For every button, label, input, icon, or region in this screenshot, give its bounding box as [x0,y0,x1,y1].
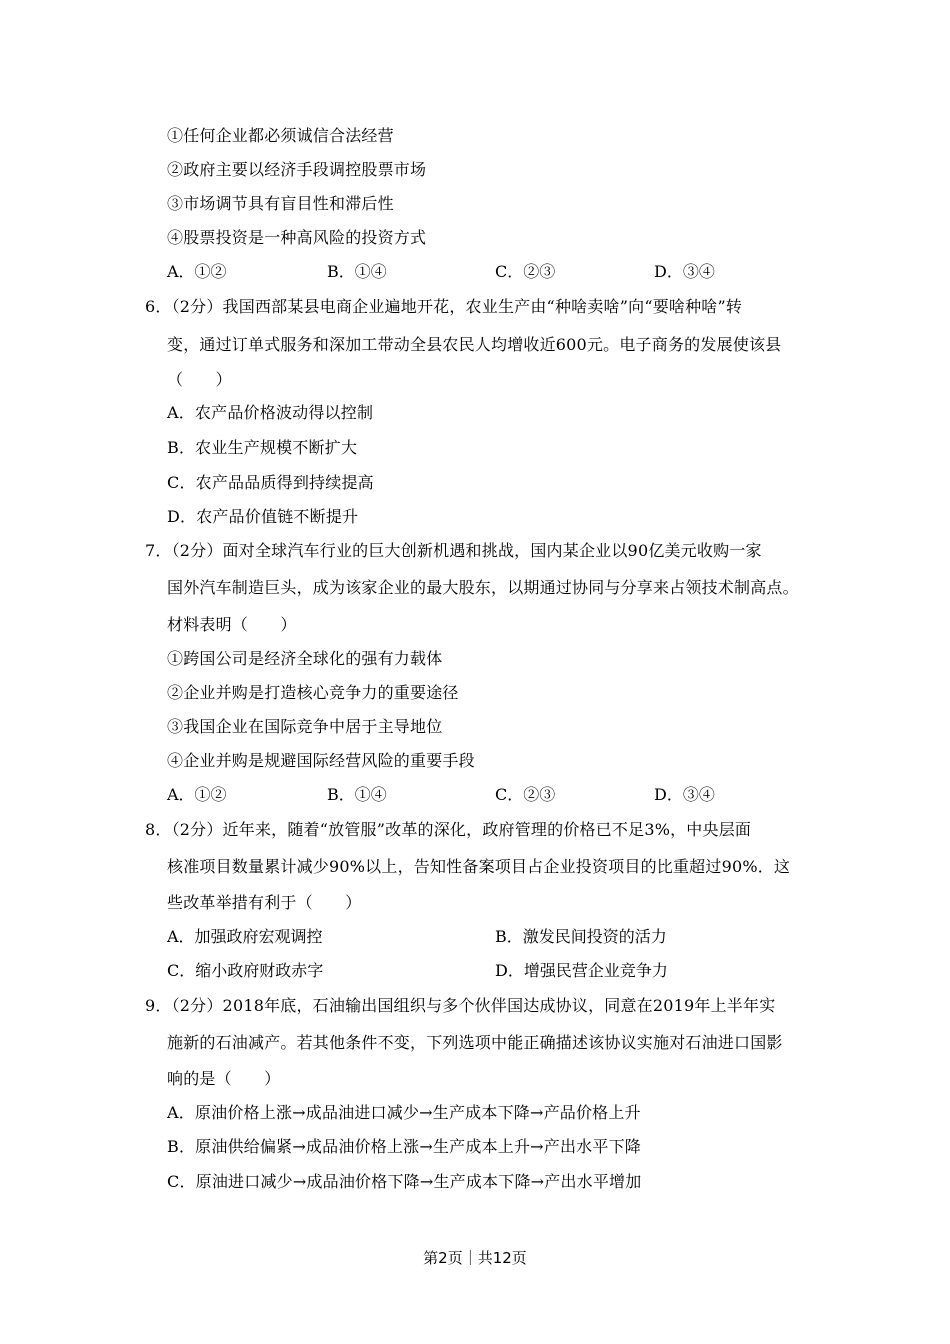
q6-option-b: B．农业生产规模不断扩大 [167,438,358,457]
q5-option-b: B．①④ [327,262,387,281]
q5-option-a: A．①② [167,262,227,281]
q6-option-a: A．农产品价格波动得以控制 [167,403,374,422]
q7-statement-2: ②企业并购是打造核心竞争力的重要途径 [167,683,459,702]
q5-statement-3: ③市场调节具有盲目性和滞后性 [167,194,394,213]
q7-statement-3: ③我国企业在国际竞争中居于主导地位 [167,717,443,736]
q6-stem-line-2: 变，通过订单式服务和深加工带动全县农民人均增收近600元。电子商务的发展使该县 [167,335,782,354]
q7-option-c: C．②③ [495,785,556,804]
page-number-footer: 第2页｜共12页 [423,1249,527,1267]
q8-option-b: B．激发民间投资的活力 [495,927,667,946]
q6-stem-line-1: 6．（2分）我国西部某县电商企业遍地开花，农业生产由“种啥卖啥”向“要啥种啥”转 [145,297,743,316]
q9-stem-line-2: 施新的石油减产。若其他条件不变，下列选项中能正确描述该协议实施对石油进口国影 [167,1033,783,1052]
q6-option-d: D．农产品价值链不断提升 [167,507,359,526]
q7-stem-line-1: 7．（2分）面对全球汽车行业的巨大创新机遇和挑战，国内某企业以90亿美元收购一家 [145,541,762,560]
q6-option-c: C．农产品品质得到持续提高 [167,473,374,492]
q8-option-c: C．缩小政府财政赤字 [167,961,324,980]
q6-stem-line-3: （ ） [167,370,232,389]
q5-option-d: D．③④ [654,262,715,281]
q8-stem-line-2: 核准项目数量累计减少90%以上，告知性备案项目占企业投资项目的比重超过90%．这 [167,857,791,876]
q9-option-a: A．原油价格上涨→成品油进口减少→生产成本下降→产品价格上升 [167,1103,641,1122]
q8-option-a: A．加强政府宏观调控 [167,927,323,946]
q9-stem-line-3: 响的是（ ） [167,1069,281,1088]
q9-stem-line-1: 9．（2分）2018年底，石油输出国组织与多个伙伴国达成协议，同意在2019年上半年实 [145,996,776,1015]
q5-statement-2: ②政府主要以经济手段调控股票市场 [167,160,427,179]
q7-statement-1: ①跨国公司是经济全球化的强有力载体 [167,649,443,668]
q7-option-a: A．①② [167,785,227,804]
q7-stem-line-3: 材料表明（ ） [167,615,297,634]
q8-stem-line-3: 些改革举措有利于（ ） [167,893,362,912]
q7-option-b: B．①④ [327,785,387,804]
q7-option-d: D．③④ [654,785,715,804]
q9-option-b: B．原油供给偏紧→成品油价格上涨→生产成本上升→产出水平下降 [167,1137,641,1156]
q9-option-c: C．原油进口减少→成品油价格下降→生产成本下降→产出水平增加 [167,1172,642,1191]
q8-stem-line-1: 8．（2分）近年来，随着“放管服”改革的深化，政府管理的价格已不足3%，中央层面 [145,820,752,839]
q7-statement-4: ④企业并购是规避国际经营风险的重要手段 [167,751,475,770]
q7-stem-line-2: 国外汽车制造巨头，成为该家企业的最大股东，以期通过协同与分享来占领技术制高点。 [167,578,799,597]
q5-statement-4: ④股票投资是一种高风险的投资方式 [167,228,427,247]
q8-option-d: D．增强民营企业竞争力 [495,961,668,980]
q5-statement-1: ①任何企业都必须诚信合法经营 [167,126,394,145]
q5-option-c: C．②③ [495,262,556,281]
